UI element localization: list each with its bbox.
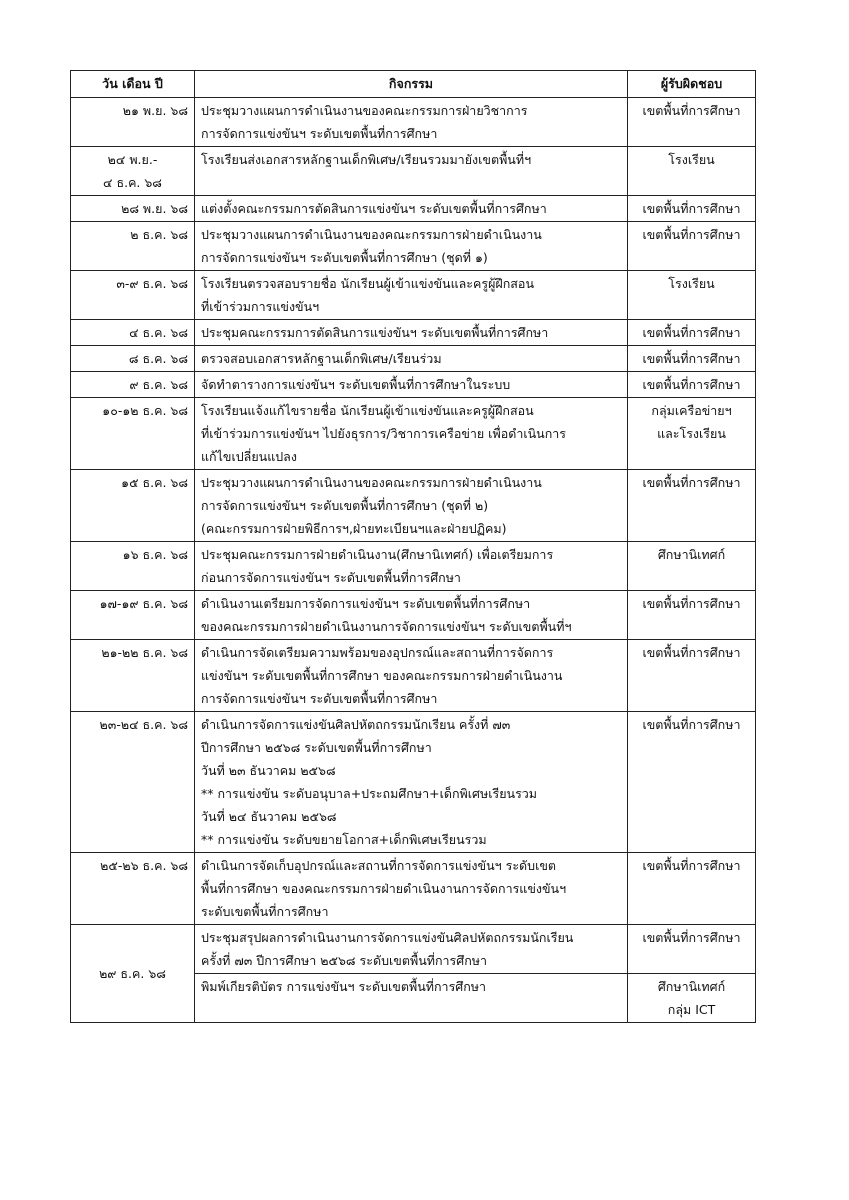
date-cell-line: ๑๐-๑๒ ธ.ค. ๖๘	[102, 403, 188, 418]
responsible-cell-line: กลุ่ม ICT	[667, 1002, 716, 1017]
activity-cell-line: ระดับเขตพื้นที่การศึกษา	[201, 904, 329, 919]
responsible-cell	[628, 372, 756, 398]
activity-cell	[195, 222, 628, 271]
activity-cell-line: ดำเนินการจัดเก็บอุปกรณ์และสถานที่การจัดการแข่งขันฯ ระดับเขต	[201, 858, 557, 873]
responsible-cell	[628, 271, 756, 320]
responsible-cell-line: เขตพื้นที่การศึกษา	[642, 103, 741, 118]
activity-cell	[195, 147, 628, 196]
table-row	[71, 196, 756, 222]
date-cell	[71, 398, 195, 470]
activity-cell-line: การจัดการแข่งขันฯ ระดับเขตพื้นที่การศึกษา	[201, 126, 438, 141]
responsible-cell	[628, 974, 756, 1023]
date-cell-line: ๒๑ พ.ย. ๖๘	[122, 103, 188, 118]
activity-cell	[195, 372, 628, 398]
date-cell-line: ๒๓-๒๔ ธ.ค. ๖๘	[99, 717, 188, 732]
activity-cell-line: การจัดการแข่งขันฯ ระดับเขตพื้นที่การศึกษา (ชุดที่ ๒)	[201, 498, 489, 513]
date-cell-line: ๒๘ พ.ย. ๖๘	[121, 201, 188, 216]
activity-cell	[195, 542, 628, 591]
activity-cell	[195, 320, 628, 346]
activity-cell-line: ดำเนินการจัดเตรียมความพร้อมของอุปกรณ์และสถานที่การจัดการ	[201, 645, 554, 660]
activity-cell-line: ประชุมคณะกรรมการตัดสินการแข่งขันฯ ระดับเขตพื้นที่การศึกษา	[201, 325, 549, 340]
responsible-cell-line: ศึกษานิเทศก์	[657, 979, 726, 994]
header-responsible: ผู้รับผิดชอบ	[628, 71, 756, 98]
responsible-cell	[628, 222, 756, 271]
table-row	[71, 147, 756, 196]
activity-cell-line: โรงเรียนแจ้งแก้ไขรายชื่อ นักเรียนผู้เข้าแข่งขันและครูผู้ฝึกสอน	[201, 403, 534, 418]
responsible-cell	[628, 925, 756, 974]
date-cell	[71, 542, 195, 591]
activity-cell	[195, 470, 628, 542]
table-row	[71, 98, 756, 147]
responsible-cell-line: โรงเรียน	[668, 152, 715, 167]
date-cell	[71, 196, 195, 222]
activity-cell	[195, 398, 628, 470]
activity-cell-line: ตรวจสอบเอกสารหลักฐานเด็กพิเศษ/เรียนร่วม	[201, 351, 442, 366]
schedule-table	[70, 70, 756, 1023]
table-row	[71, 542, 756, 591]
date-cell	[71, 147, 195, 196]
responsible-cell	[628, 320, 756, 346]
activity-cell	[195, 712, 628, 853]
date-cell	[71, 591, 195, 640]
activity-cell-line: (คณะกรรมการฝ่ายพิธีการฯ,ฝ่ายทะเบียนฯและฝ่ายปฏิคม)	[201, 521, 507, 536]
responsible-cell-line: เขตพื้นที่การศึกษา	[642, 325, 741, 340]
schedule-body	[71, 98, 756, 1023]
activity-cell-line: ประชุมวางแผนการดำเนินงานของคณะกรรมการฝ่ายวิชาการ	[201, 103, 528, 118]
activity-cell-line: ประชุมวางแผนการดำเนินงานของคณะกรรมการฝ่ายดำเนินงาน	[201, 227, 542, 242]
date-cell	[71, 372, 195, 398]
responsible-cell	[628, 470, 756, 542]
activity-cell-line: ** การแข่งขัน ระดับขยายโอกาส+เด็กพิเศษเรียนรวม	[201, 832, 487, 847]
table-row	[71, 271, 756, 320]
activity-cell-line: แข่งขันฯ ระดับเขตพื้นที่การศึกษา ของคณะกรรมการฝ่ายดำเนินงาน	[201, 668, 563, 683]
activity-cell-line: โรงเรียนตรวจสอบรายชื่อ นักเรียนผู้เข้าแข่งขันและครูผู้ฝึกสอน	[201, 276, 534, 291]
responsible-cell-line: เขตพื้นที่การศึกษา	[642, 596, 741, 611]
date-cell-line: ๒๙ ธ.ค. ๖๘	[99, 966, 166, 981]
date-cell-line: ๔ ธ.ค. ๖๘	[129, 325, 188, 340]
header-activity: กิจกรรม	[195, 71, 628, 98]
header-row	[71, 71, 756, 98]
responsible-cell	[628, 196, 756, 222]
responsible-cell	[628, 98, 756, 147]
table-row	[71, 591, 756, 640]
activity-cell	[195, 98, 628, 147]
activity-cell	[195, 591, 628, 640]
date-cell-line: ๒๕-๒๖ ธ.ค. ๖๘	[100, 858, 188, 873]
date-cell	[71, 925, 195, 1023]
responsible-cell-line: เขตพื้นที่การศึกษา	[642, 201, 741, 216]
activity-cell	[195, 640, 628, 712]
table-row	[71, 712, 756, 853]
activity-cell	[195, 196, 628, 222]
responsible-cell-line: เขตพื้นที่การศึกษา	[642, 858, 741, 873]
table-row	[71, 222, 756, 271]
table-row	[71, 320, 756, 346]
activity-cell-line: ก่อนการจัดการแข่งขันฯ ระดับเขตพื้นที่การศึกษา	[201, 570, 461, 585]
date-cell	[71, 98, 195, 147]
date-cell-line: ๑๗-๑๙ ธ.ค. ๖๘	[99, 596, 188, 611]
date-cell	[71, 271, 195, 320]
activity-cell-line: ประชุมวางแผนการดำเนินงานของคณะกรรมการฝ่ายดำเนินงาน	[201, 475, 542, 490]
table-row	[71, 398, 756, 470]
responsible-cell-line: เขตพื้นที่การศึกษา	[642, 930, 741, 945]
activity-cell-line: ของคณะกรรมการฝ่ายดำเนินงานการจัดการแข่งขันฯ ระดับเขตพื้นที่ฯ	[201, 619, 572, 634]
date-cell	[71, 712, 195, 853]
responsible-cell	[628, 640, 756, 712]
activity-cell-line: พื้นที่การศึกษา ของคณะกรรมการฝ่ายดำเนินงานการจัดการแข่งขันฯ	[201, 881, 567, 896]
date-cell-line: ๔ ธ.ค. ๖๘	[103, 175, 162, 190]
responsible-cell	[628, 147, 756, 196]
responsible-cell-line: เขตพื้นที่การศึกษา	[642, 351, 741, 366]
activity-cell-line: ปีการศึกษา ๒๕๖๘ ระดับเขตพื้นที่การศึกษา	[201, 740, 432, 755]
date-cell-line: ๑๖ ธ.ค. ๖๘	[122, 547, 188, 562]
responsible-cell-line: และโรงเรียน	[657, 426, 726, 441]
activity-cell-line: พิมพ์เกียรติบัตร การแข่งขันฯ ระดับเขตพื้นที่การศึกษา	[201, 979, 487, 994]
responsible-cell-line: โรงเรียน	[668, 276, 715, 291]
activity-cell-line: ประชุมสรุปผลการดำเนินงานการจัดการแข่งขันศิลปหัตถกรรมนักเรียน	[201, 930, 574, 945]
activity-cell-line: ดำเนินงานเตรียมการจัดการแข่งขันฯ ระดับเขตพื้นที่การศึกษา	[201, 596, 531, 611]
activity-cell-line: โรงเรียนส่งเอกสารหลักฐานเด็กพิเศษ/เรียนรวมมายังเขตพื้นที่ฯ	[201, 152, 532, 167]
date-cell-line: ๒๑-๒๒ ธ.ค. ๖๘	[101, 645, 188, 660]
date-cell	[71, 640, 195, 712]
date-cell	[71, 853, 195, 925]
date-cell-line: ๒ ธ.ค. ๖๘	[130, 227, 188, 242]
responsible-cell	[628, 853, 756, 925]
table-row	[71, 372, 756, 398]
responsible-cell-line: เขตพื้นที่การศึกษา	[642, 377, 741, 392]
table-row	[71, 853, 756, 925]
date-cell-line: ๒๔ พ.ย.-	[107, 152, 158, 167]
date-cell-line: ๘ ธ.ค. ๖๘	[128, 351, 188, 366]
responsible-cell-line: เขตพื้นที่การศึกษา	[642, 717, 741, 732]
activity-cell	[195, 346, 628, 372]
table-row	[71, 346, 756, 372]
activity-cell	[195, 271, 628, 320]
activity-cell-line: วันที่ ๒๓ ธันวาคม ๒๕๖๘	[201, 763, 336, 778]
activity-cell	[195, 974, 628, 1023]
responsible-cell	[628, 591, 756, 640]
table-row	[71, 640, 756, 712]
date-cell	[71, 470, 195, 542]
date-cell	[71, 346, 195, 372]
responsible-cell-line: ศึกษานิเทศก์	[657, 547, 726, 562]
responsible-cell	[628, 346, 756, 372]
activity-cell-line: ที่เข้าร่วมการแข่งขันฯ ไปยังธุรการ/วิชาการเครือข่าย เพื่อดำเนินการ	[201, 426, 567, 441]
date-cell-line: ๓-๙ ธ.ค. ๖๘	[116, 276, 188, 291]
activity-cell	[195, 853, 628, 925]
activity-cell-line: ดำเนินการจัดการแข่งขันศิลปหัตถกรรมนักเรียน ครั้งที่ ๗๓	[201, 717, 511, 732]
responsible-cell-line: เขตพื้นที่การศึกษา	[642, 227, 741, 242]
table-row	[71, 470, 756, 542]
activity-cell-line: วันที่ ๒๔ ธันวาคม ๒๕๖๘	[201, 809, 337, 824]
activity-cell-line: แต่งตั้งคณะกรรมการตัดสินการแข่งขันฯ ระดับเขตพื้นที่การศึกษา	[201, 201, 547, 216]
date-cell	[71, 222, 195, 271]
activity-cell	[195, 925, 628, 974]
activity-cell-line: ประชุมคณะกรรมการฝ่ายดำเนินงาน(ศึกษานิเทศก์) เพื่อเตรียมการ	[201, 547, 554, 562]
activity-cell-line: ครั้งที่ ๗๓ ปีการศึกษา ๒๕๖๘ ระดับเขตพื้นที่การศึกษา	[201, 953, 488, 968]
header-date: วัน เดือน ปี	[71, 71, 195, 98]
responsible-cell-line: เขตพื้นที่การศึกษา	[642, 645, 741, 660]
date-cell-line: ๑๕ ธ.ค. ๖๘	[121, 475, 188, 490]
activity-cell-line: การจัดการแข่งขันฯ ระดับเขตพื้นที่การศึกษา (ชุดที่ ๑)	[201, 250, 488, 265]
activity-cell-line: จัดทำตารางการแข่งขันฯ ระดับเขตพื้นที่การศึกษาในระบบ	[201, 377, 511, 392]
activity-cell-line: ที่เข้าร่วมการแข่งขันฯ	[201, 299, 320, 314]
responsible-cell	[628, 542, 756, 591]
activity-cell-line: แก้ไขเปลี่ยนแปลง	[201, 449, 297, 464]
activity-cell-line: ** การแข่งขัน ระดับอนุบาล+ประถมศึกษา+เด็กพิเศษเรียนรวม	[201, 786, 538, 801]
activity-cell-line: การจัดการแข่งขันฯ ระดับเขตพื้นที่การศึกษา	[201, 691, 438, 706]
responsible-cell-line: เขตพื้นที่การศึกษา	[642, 475, 741, 490]
responsible-cell	[628, 712, 756, 853]
responsible-cell-line: กลุ่มเครือข่ายฯ	[651, 403, 732, 418]
table-row	[71, 925, 756, 974]
responsible-cell	[628, 398, 756, 470]
date-cell-line: ๙ ธ.ค. ๖๘	[129, 377, 188, 392]
date-cell	[71, 320, 195, 346]
